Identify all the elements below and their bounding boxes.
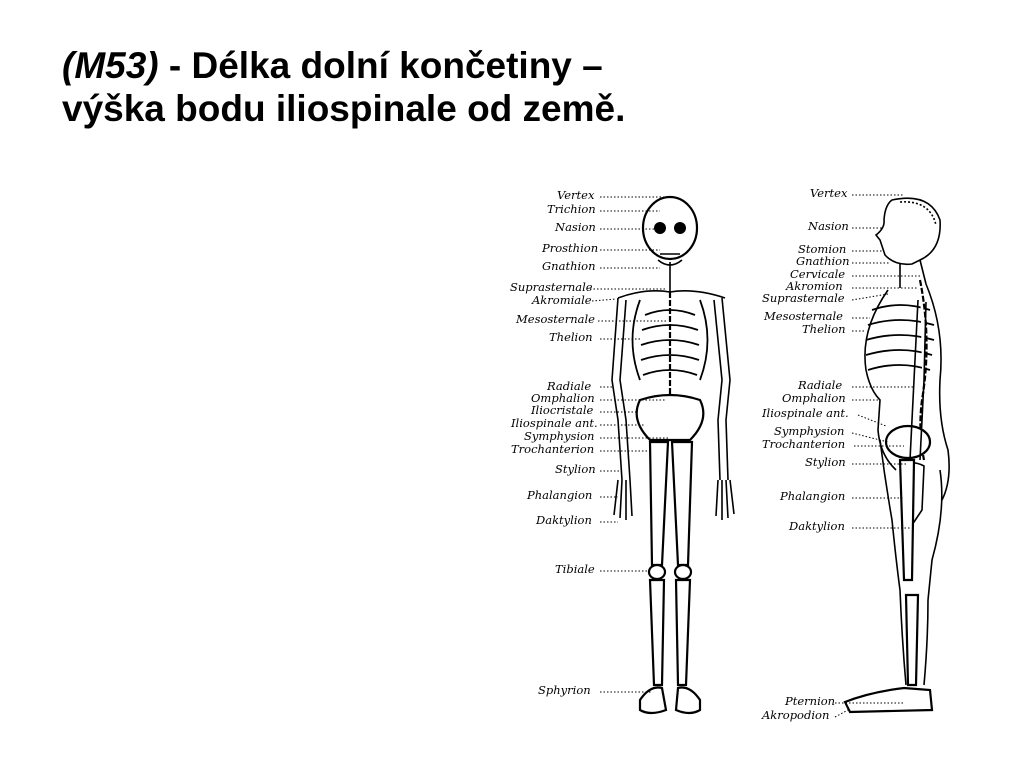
front-label-trichion: Trichion [547,202,596,216]
front-label-omphalion: Omphalion [531,391,595,405]
side-label-omphalion: Omphalion [782,391,846,405]
side-label-cervicale: Cervicale [790,267,846,281]
front-label-akromiale: Akromiale [532,293,592,307]
side-label-mesosternale: Mesosternale [764,309,843,323]
side-label-stomion: Stomion [798,242,847,256]
side-label-thelion: Thelion [802,322,846,336]
measurement-code: (M53) [62,45,159,86]
side-label-daktylion: Daktylion [789,519,845,533]
front-label-nasion: Nasion [555,220,596,234]
front-label-iliocristale: Iliocristale [531,403,594,417]
front-labels [510,188,668,697]
front-label-radiale: Radiale [547,379,592,393]
skeleton-diagram [500,180,970,730]
front-label-iliospinale-ant: Iliospinale ant. [511,416,598,430]
front-label-trochanterion: Trochanterion [511,442,595,456]
side-label-iliospinale-ant: Iliospinale ant. [762,406,849,420]
side-label-akromion: Akromion [786,279,843,293]
front-label-suprasternale: Suprasternale [510,280,593,294]
side-label-stylion: Stylion [805,455,846,469]
front-label-prosthion: Prosthion [542,241,599,255]
front-label-stylion: Stylion [555,462,596,476]
front-label-phalangion: Phalangion [527,488,593,502]
front-label-tibiale: Tibiale [555,562,595,576]
side-label-symphysion: Symphysion [774,424,845,438]
side-label-akropodion: Akropodion [762,708,830,722]
front-label-thelion: Thelion [549,330,593,344]
title-line-2: výška bodu iliospinale od země. [62,88,626,129]
front-label-mesosternale: Mesosternale [516,312,595,326]
side-label-nasion: Nasion [808,219,849,233]
side-skeleton [845,198,949,712]
side-label-radiale: Radiale [798,378,843,392]
side-label-pternion: Pternion [785,694,836,708]
front-label-vertex: Vertex [557,188,595,202]
side-label-vertex: Vertex [810,186,848,200]
side-label-trochanterion: Trochanterion [762,437,846,451]
skeleton-anthropometric-points-figure [500,180,970,730]
front-label-gnathion: Gnathion [542,259,596,273]
front-label-daktylion: Daktylion [536,513,592,527]
title-line-1: - Délka dolní končetiny – [158,45,603,86]
side-label-gnathion: Gnathion [796,254,850,268]
front-label-symphysion: Symphysion [524,429,595,443]
slide-title [62,44,962,130]
side-label-suprasternale: Suprasternale [762,291,845,305]
front-label-sphyrion: Sphyrion [538,683,591,697]
side-label-phalangion: Phalangion [780,489,846,503]
front-skeleton [612,197,734,713]
